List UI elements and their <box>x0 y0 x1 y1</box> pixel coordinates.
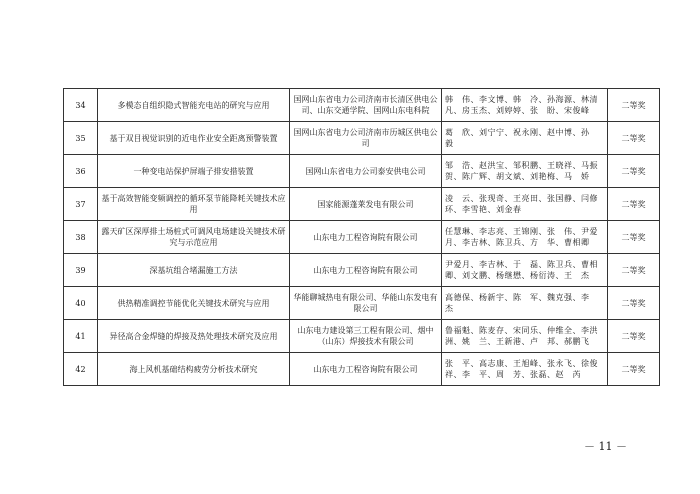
row-index: 35 <box>64 122 98 155</box>
completing-unit: 国网山东省电力公司泰安供电公司 <box>290 155 442 188</box>
table-row <box>64 122 660 155</box>
team-members: 韩 伟、李文博、韩 冷、孙海源、林清凡、房玉杰、刘婷婷、张 盼、宋俊峰 <box>442 89 608 122</box>
award-level: 二等奖 <box>608 89 660 122</box>
team-members: 葛 欣、刘宁宁、祝永刚、赵中博、孙 毅 <box>442 122 608 155</box>
team-members: 任慧琳、李志亮、王锦刚、张 伟、尹爱月、李吉林、陈卫兵、方 华、曹相卿 <box>442 221 608 254</box>
table-row <box>64 254 660 287</box>
table-row <box>64 89 660 122</box>
award-level: 二等奖 <box>608 221 660 254</box>
completing-unit: 国家能源蓬莱发电有限公司 <box>290 188 442 221</box>
project-name: 基于高效智能变频调控的循环泵节能降耗关键技术应用 <box>98 188 290 221</box>
team-members: 鲁福魁、陈麦存、宋同乐、仲维全、李洪洲、姚 兰、王新港、卢 邦、郝鹏飞 <box>442 320 608 353</box>
table-row <box>64 320 660 353</box>
project-name: 露天矿区深厚排土场桩式可调风电场建设关键技术研究与示范应用 <box>98 221 290 254</box>
awards-table-body <box>64 89 660 386</box>
awards-table <box>63 88 660 386</box>
award-level: 二等奖 <box>608 155 660 188</box>
row-index: 37 <box>64 188 98 221</box>
table-row <box>64 287 660 320</box>
team-members: 尹爱月、李吉林、于 磊、陈卫兵、曹相卿、刘文鹏、杨继懋、杨衍涛、王 杰 <box>442 254 608 287</box>
project-name: 多模态自组织隐式智能充电站的研究与应用 <box>98 89 290 122</box>
row-index: 42 <box>64 353 98 386</box>
page-number: － 11 － <box>584 440 627 453</box>
row-index: 38 <box>64 221 98 254</box>
project-name: 供热精准调控节能优化关键技术研究与应用 <box>98 287 290 320</box>
award-level: 二等奖 <box>608 254 660 287</box>
team-members: 凌 云、张现奇、王亮田、张国静、闫修环、李雪艳、刘金春 <box>442 188 608 221</box>
row-index: 39 <box>64 254 98 287</box>
table-row <box>64 155 660 188</box>
completing-unit: 山东电力建设第三工程有限公司、烟中（山东）焊接技术有限公司 <box>290 320 442 353</box>
project-name: 异径高合金焊缝的焊接及热处理技术研究及应用 <box>98 320 290 353</box>
team-members: 邹 浩、赵洪宝、邹积鹏、王晓祥、马振贺、陈广辉、胡文斌、刘艳梅、马 娇 <box>442 155 608 188</box>
table-row <box>64 353 660 386</box>
completing-unit: 山东电力工程咨询院有限公司 <box>290 221 442 254</box>
award-level: 二等奖 <box>608 353 660 386</box>
team-members: 张 平、高志康、王旭峰、张永飞、徐俊祥、李 平、周 芳、张磊、赵 芮 <box>442 353 608 386</box>
completing-unit: 山东电力工程咨询院有限公司 <box>290 254 442 287</box>
award-level: 二等奖 <box>608 320 660 353</box>
completing-unit: 华能聊城热电有限公司、华能山东发电有限公司 <box>290 287 442 320</box>
project-name: 深基坑组合堵漏施工方法 <box>98 254 290 287</box>
row-index: 34 <box>64 89 98 122</box>
table-row <box>64 188 660 221</box>
row-index: 40 <box>64 287 98 320</box>
award-level: 二等奖 <box>608 188 660 221</box>
award-level: 二等奖 <box>608 122 660 155</box>
completing-unit: 国网山东省电力公司济南市历城区供电公司 <box>290 122 442 155</box>
row-index: 36 <box>64 155 98 188</box>
row-index: 41 <box>64 320 98 353</box>
award-level: 二等奖 <box>608 287 660 320</box>
project-name: 海上风机基础结构疲劳分析技术研究 <box>98 353 290 386</box>
completing-unit: 国网山东省电力公司济南市长清区供电公司、山东交通学院、国网山东电科院 <box>290 89 442 122</box>
project-name: 基于双目视觉识别的近电作业安全距离预警装置 <box>98 122 290 155</box>
team-members: 高德保、杨新宇、陈 军、魏克强、李 杰 <box>442 287 608 320</box>
table-row <box>64 221 660 254</box>
completing-unit: 山东电力工程咨询院有限公司 <box>290 353 442 386</box>
project-name: 一种变电站保护屏端子排安措装置 <box>98 155 290 188</box>
